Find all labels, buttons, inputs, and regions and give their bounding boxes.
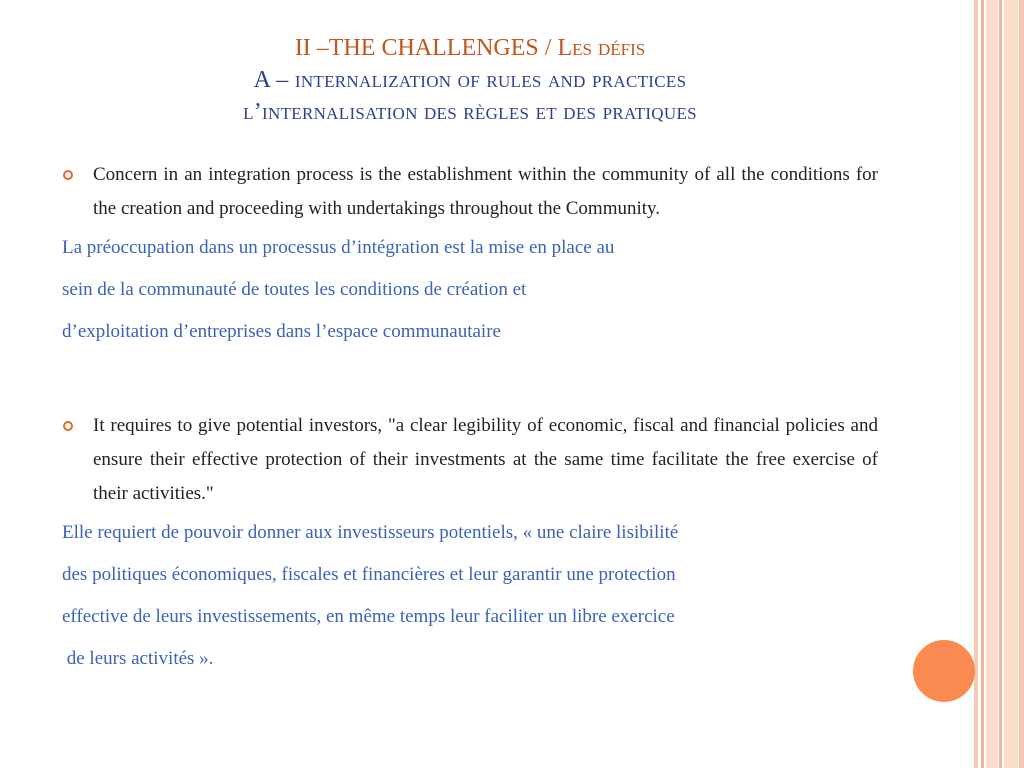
stripe bbox=[986, 0, 998, 768]
french-line: effective de leurs investissements, en même temps leur faciliter un libre exercice bbox=[62, 606, 675, 627]
stripe bbox=[1019, 0, 1024, 768]
slide-title bbox=[0, 32, 940, 128]
stripe bbox=[974, 0, 978, 768]
title-line-2: A – internalization of rules and practices bbox=[253, 67, 687, 93]
title-line-1 bbox=[0, 32, 940, 64]
french-line: La préoccupation dans un processus d’intégration est la mise en place au bbox=[62, 237, 615, 258]
french-line: Elle requiert de pouvoir donner aux investisseurs potentiels, « une claire lisibilité bbox=[62, 522, 679, 543]
ring-bullet-icon bbox=[63, 170, 73, 180]
french-line: des politiques économiques, fiscales et financières et leur garantir une protection bbox=[62, 564, 676, 585]
spacer bbox=[62, 353, 878, 409]
bullet-item-1 bbox=[62, 158, 878, 226]
french-line: de leurs activités ». bbox=[62, 648, 214, 669]
bullet-item-2 bbox=[62, 409, 878, 511]
decorative-stripes bbox=[974, 0, 1024, 768]
bullet-1-french-text bbox=[62, 227, 878, 353]
title-line-3: l’internalisation des règles et des pratiques bbox=[243, 99, 697, 125]
stripe bbox=[981, 0, 984, 768]
orange-circle-decoration bbox=[913, 640, 975, 702]
stripe bbox=[1004, 0, 1018, 768]
title-line-1-main: II –THE CHALLENGES / L bbox=[294, 35, 573, 61]
bullet-2-english-text: It requires to give potential investors, "a clear legibility of economic, fiscal and financial policies and ensure their effective protection of their investments at the same time facilitate the free exercise of their activities." bbox=[93, 415, 878, 504]
stripe bbox=[999, 0, 1002, 768]
bullet-2-french-text bbox=[62, 512, 878, 680]
slide-content bbox=[62, 158, 878, 680]
french-line: sein de la communauté de toutes les conditions de création et bbox=[62, 279, 527, 300]
bullet-1-english-text: Concern in an integration process is the establishment within the community of all the conditions for the creation and proceeding with undertakings throughout the Community. bbox=[93, 164, 878, 219]
title-line-1-smallcaps: es défis bbox=[572, 35, 646, 61]
ring-bullet-icon bbox=[63, 421, 73, 431]
french-line: d’exploitation d’entreprises dans l’espace communautaire bbox=[62, 321, 501, 342]
